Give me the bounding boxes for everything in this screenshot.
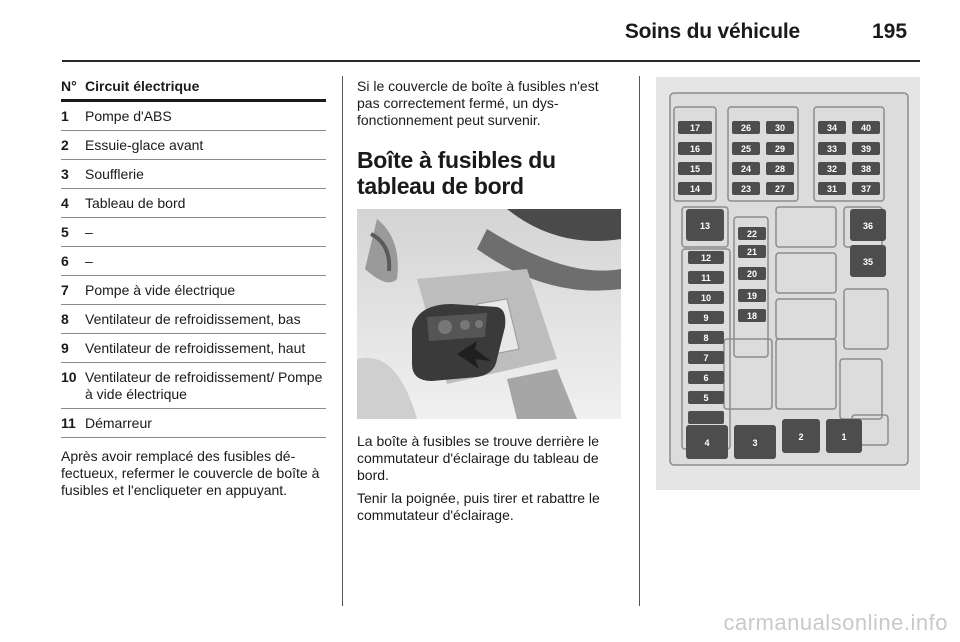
fuse-label: 21 bbox=[746, 247, 758, 257]
fuse-label: 28 bbox=[774, 164, 786, 174]
fuse-label: 7 bbox=[703, 353, 709, 363]
fuse-label: 16 bbox=[689, 144, 701, 154]
fuse-label: 5 bbox=[703, 393, 709, 403]
fuse-label: 11 bbox=[701, 273, 711, 283]
fuse-label: 34 bbox=[826, 123, 838, 133]
row-number: 8 bbox=[61, 311, 69, 327]
row-text: – bbox=[85, 224, 93, 240]
row-number: 6 bbox=[61, 253, 69, 269]
row-number: 9 bbox=[61, 340, 69, 356]
table-header bbox=[61, 78, 326, 102]
fuse-label: 31 bbox=[826, 184, 838, 194]
row-text: Ventilateur de refroidissement, haut bbox=[85, 340, 306, 356]
table-row bbox=[61, 409, 326, 438]
fuse-label: 19 bbox=[746, 291, 758, 301]
fuse-label: 4 bbox=[704, 438, 710, 448]
fuse-label: 36 bbox=[862, 221, 874, 231]
row-number: 4 bbox=[61, 195, 69, 211]
fuse-table bbox=[61, 102, 326, 438]
header-rule bbox=[62, 60, 920, 62]
table-row bbox=[61, 189, 326, 218]
row-number: 10 bbox=[61, 369, 77, 385]
row-text: Ventilateur de refroidissement, bas bbox=[85, 311, 301, 327]
replacement-paragraph: Après avoir remplacé des fusibles défectueux, refermer le couvercle de boîte à fusibles et l'encliqueter en appuyant. bbox=[61, 448, 320, 498]
fuse-label: 26 bbox=[740, 123, 752, 133]
fuse-label: 17 bbox=[689, 123, 701, 133]
row-number: 3 bbox=[61, 166, 69, 182]
row-text: Ventilateur de refroidissement/ Pompe à vide électrique bbox=[85, 369, 323, 402]
row-text: – bbox=[85, 253, 93, 269]
table-row bbox=[61, 160, 326, 189]
cover-warning-paragraph: Si le couvercle de boîte à fusibles n'est pas correctement fermé, un dysfonctionnement peut survenir. bbox=[357, 78, 599, 128]
page-number: 195 bbox=[872, 20, 908, 43]
table-row bbox=[61, 334, 326, 363]
fuse-label: 10 bbox=[700, 293, 712, 303]
fuse-label: 20 bbox=[746, 269, 758, 279]
fuse-label: 40 bbox=[860, 123, 872, 133]
row-text: Pompe à vide électrique bbox=[85, 282, 236, 298]
fuse-label: 1 bbox=[841, 432, 847, 442]
table-row bbox=[61, 218, 326, 247]
fuse-label: 25 bbox=[740, 144, 752, 154]
fuse-label: 32 bbox=[826, 164, 838, 174]
row-number: 5 bbox=[61, 224, 69, 240]
fuse-label: 6 bbox=[703, 373, 709, 383]
fuse-label: 13 bbox=[699, 221, 711, 231]
table-row bbox=[61, 247, 326, 276]
middle-column bbox=[357, 78, 623, 524]
column-divider bbox=[639, 76, 640, 606]
dashboard-photo bbox=[357, 209, 621, 419]
fuse-label: 35 bbox=[862, 257, 874, 267]
fuse-label: 37 bbox=[860, 184, 872, 194]
fuse-label: 12 bbox=[700, 253, 712, 263]
watermark: carmanualsonline.info bbox=[723, 610, 948, 635]
fuse-label: 29 bbox=[774, 144, 786, 154]
left-column bbox=[61, 78, 326, 499]
fuse-label: 3 bbox=[752, 438, 758, 448]
header-number: N° bbox=[61, 78, 77, 94]
fuse-box-diagram bbox=[656, 77, 920, 490]
fuse-label: 22 bbox=[746, 229, 758, 239]
header-circuit: Circuit électrique bbox=[85, 78, 200, 94]
fuse-label: 23 bbox=[740, 184, 752, 194]
fuse-label: 8 bbox=[703, 333, 709, 343]
row-number: 1 bbox=[61, 108, 69, 124]
location-paragraph: La boîte à fusibles se trouve derrière le commutateur d'éclairage du tableau de bord. bbox=[357, 433, 600, 483]
table-row bbox=[61, 102, 326, 131]
column-divider bbox=[342, 76, 343, 606]
table-row bbox=[61, 305, 326, 334]
section-title: Boîte à fusibles du tableau de bord bbox=[357, 147, 556, 199]
fuse-label: 27 bbox=[774, 184, 786, 194]
fuse-label: 9 bbox=[703, 313, 709, 323]
fuse-label: 15 bbox=[689, 164, 701, 174]
row-number: 7 bbox=[61, 282, 69, 298]
fuse-label: 2 bbox=[798, 432, 804, 442]
fuse-label: 33 bbox=[826, 144, 838, 154]
fuse-label: 30 bbox=[774, 123, 786, 133]
fuse-label: 39 bbox=[860, 144, 872, 154]
page-title: Soins du véhicule bbox=[624, 20, 800, 43]
row-text: Démarreur bbox=[85, 415, 152, 431]
table-row bbox=[61, 276, 326, 305]
fuse-label: 18 bbox=[746, 311, 758, 321]
instruction-paragraph: Tenir la poignée, puis tirer et rabattre le commutateur d'éclairage. bbox=[357, 490, 600, 523]
row-text: Soufflerie bbox=[85, 166, 144, 182]
table-row bbox=[61, 363, 326, 409]
fuse-label: 24 bbox=[740, 164, 752, 174]
fuse-label: 38 bbox=[860, 164, 872, 174]
row-text: Tableau de bord bbox=[85, 195, 186, 211]
fuse-label: 14 bbox=[689, 184, 701, 194]
table-row bbox=[61, 131, 326, 160]
row-text: Essuie-glace avant bbox=[85, 137, 204, 153]
row-number: 11 bbox=[61, 415, 76, 431]
row-number: 2 bbox=[61, 137, 69, 153]
row-text: Pompe d'ABS bbox=[85, 108, 172, 124]
